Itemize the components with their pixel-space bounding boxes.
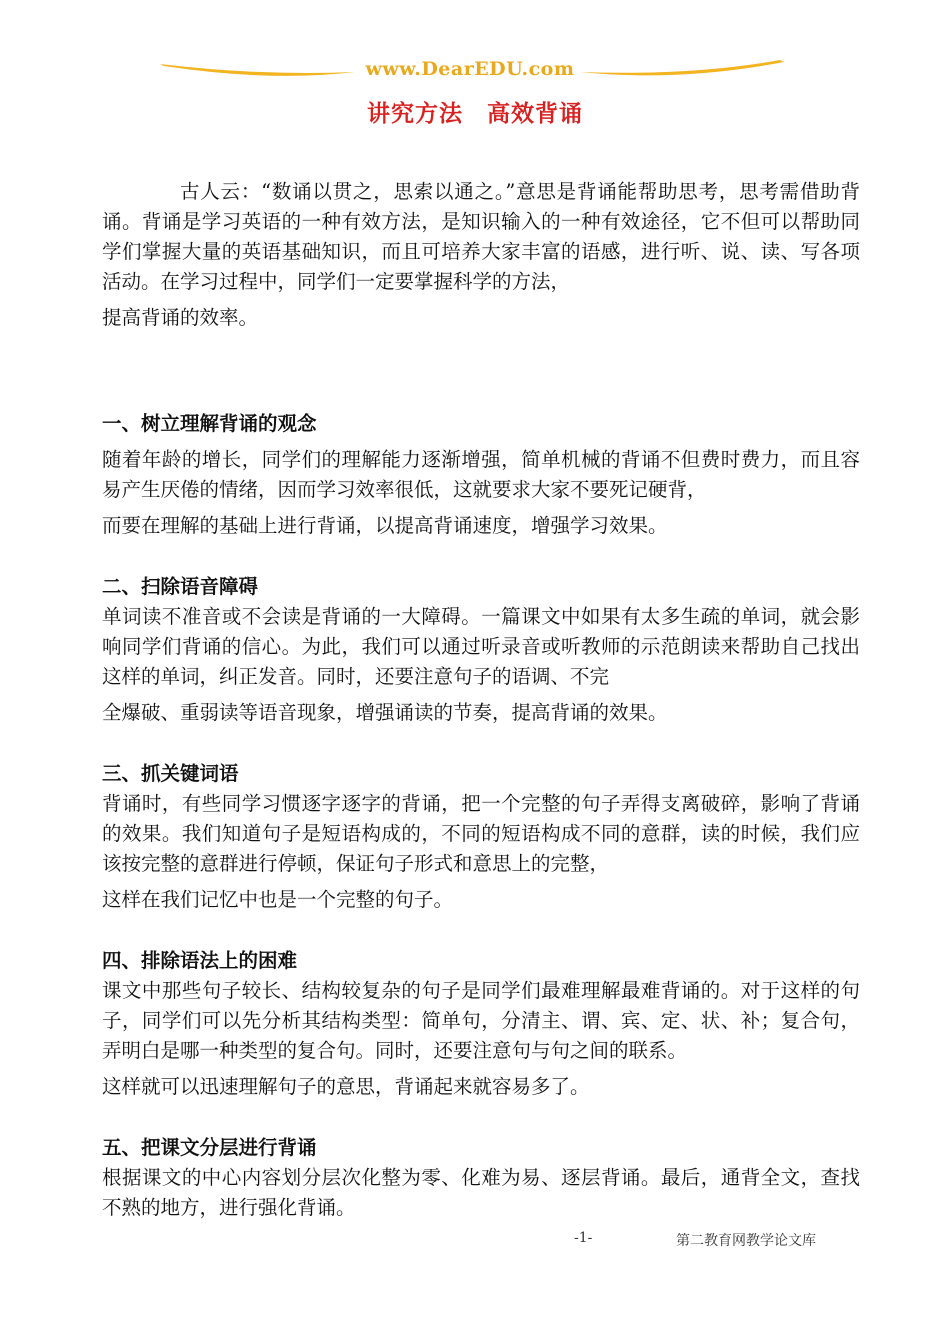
section-text-1: 随着年龄的增长，同学们的理解能力逐渐增强，简单机械的背诵不但费时费力，而且容易产生厌倦的情绪，因而学习效率很低，这就要求大家不要死记硬背， — [102, 448, 860, 501]
document-title: 讲究方法 高效背诵 — [367, 101, 583, 127]
section-text-5: 根据课文的中心内容划分层次化整为零、化难为易、逐层背诵。最后，通背全文，查找不熟的地方，进行强化背诵。 — [102, 1166, 860, 1219]
page-number: -1- — [574, 1230, 593, 1246]
section-heading-2: 二、扫除语音障碍 — [102, 575, 259, 598]
section-heading-4: 四、排除语法上的困难 — [102, 949, 298, 972]
section-text-1-end: 而要在理解的基础上进行背诵，以提高背诵速度，增强学习效果。 — [102, 514, 668, 537]
site-header — [150, 52, 790, 92]
section-heading-5: 五、把课文分层进行背诵 — [102, 1136, 317, 1159]
intro-paragraph: 古人云：“数诵以贯之，思索以通之。”意思是背诵能帮助思考，思考需借助背诵。背诵是学习英语的一种有效方法，是知识输入的一种有效途径，它不但可以帮助同学们掌握大量的英语基础知识，而且可培养大家丰富的语感，进行听、说、读、写各项活动。在学习过程中，同学们一定要掌握科学的方法， — [102, 180, 860, 293]
intro-paragraph-end: 提高背诵的效率。 — [102, 306, 259, 329]
section-heading-1: 一、树立理解背诵的观念 — [102, 412, 317, 435]
section-text-3: 背诵时，有些同学习惯逐字逐字的背诵，把一个完整的句子弄得支离破碎，影响了背诵的效果。我们知道句子是短语构成的，不同的短语构成不同的意群，读的时候，我们应该按完整的意群进行停顿，保证句子形式和意思上的完整， — [102, 792, 860, 875]
section-heading-3: 三、抓关键词语 — [102, 762, 239, 785]
site-url[interactable]: www.DearEDU.com — [365, 58, 575, 80]
footer-library-name: 第二教育网教学论文库 — [676, 1233, 816, 1249]
section-text-4-end: 这样就可以迅速理解句子的意思，背诵起来就容易多了。 — [102, 1075, 590, 1098]
document-body — [102, 177, 860, 1223]
section-text-3-end: 这样在我们记忆中也是一个完整的句子。 — [102, 888, 454, 911]
section-text-4: 课文中那些句子较长、结构较复杂的句子是同学们最难理解最难背诵的。对于这样的句子，同学们可以先分析其结构类型：简单句，分清主、谓、宾、定、状、补；复合句，弄明白是哪一种类型的复合句。同时，还要注意句与句之间的联系。 — [102, 979, 860, 1062]
section-text-2: 单词读不准音或不会读是背诵的一大障碍。一篇课文中如果有太多生疏的单词，就会影响同学们背诵的信心。为此，我们可以通过听录音或听教师的示范朗读来帮助自己找出这样的单词，纠正发音。同时，还要注意句子的语调、不完 — [102, 605, 860, 688]
section-text-2-end: 全爆破、重弱读等语音现象，增强诵读的节奏，提高背诵的效果。 — [102, 701, 668, 724]
